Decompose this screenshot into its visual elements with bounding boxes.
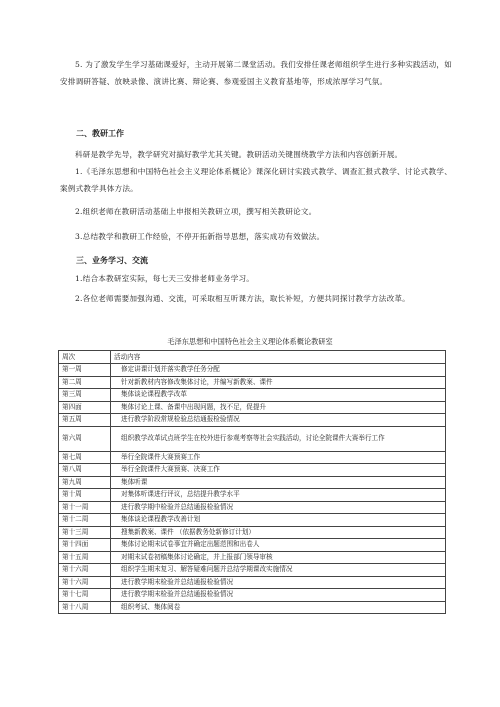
week-cell: 第一周	[59, 364, 111, 377]
content-cell: 举行全院课件大赛预赛工作	[111, 451, 446, 464]
content-cell: 进行教学期末检验并总结通报检验情况	[111, 576, 446, 589]
header-week: 周次	[59, 351, 111, 364]
table-row	[59, 539, 446, 552]
table-title: 毛泽东思想和中国特色社会主义理论体系概论教研室	[167, 337, 333, 346]
paragraph-research-intro: 科研是教学先导，教学研究对搞好教学尤其关键。教研活动关键围绕教学方法和内容创新开展。	[75, 150, 403, 159]
week-cell: 第十六周	[59, 564, 111, 577]
content-cell: 进行教学期中检验并总结通报检验情况	[111, 501, 446, 514]
table-row	[59, 476, 446, 489]
content-cell: 针对新教材内容修改集体讨论，并编写新教案、课件	[111, 376, 446, 389]
section-heading-study-exchange: 三、业务学习、交流	[76, 255, 148, 265]
week-cell: 第二周	[59, 376, 111, 389]
week-cell: 第六周	[59, 426, 111, 451]
section-heading-teaching-research: 二、教研工作	[76, 128, 124, 138]
week-cell: 第十七周	[59, 589, 111, 602]
week-cell: 第三周	[59, 389, 111, 402]
table-row	[59, 489, 446, 502]
schedule-table	[58, 350, 446, 614]
week-cell: 第十四面	[59, 539, 111, 552]
content-cell: 组织学生期末复习、解答疑难问题并总结学期课改实施情况	[111, 564, 446, 577]
week-cell: 第十一周	[59, 501, 111, 514]
table-row	[59, 526, 446, 539]
content-cell: 集体讨论期末试卷事宜并确定出题范围和出卷人	[111, 539, 446, 552]
table-row	[59, 376, 446, 389]
content-cell: 组织考试、集体阅卷	[111, 601, 446, 614]
week-cell: 第五周	[59, 414, 111, 427]
paragraph-study-item-2: 2.各位老师需要加强沟通、交流，可采取相互听课方法，取长补短，方便共同探讨教学方法改革。	[75, 294, 410, 303]
paragraph-study-item-1: 1.结合本教研室实际，每七天三安排老师业务学习。	[75, 274, 255, 283]
table-row	[59, 389, 446, 402]
content-cell: 对集体听课进行评议，总结提升教学水平	[111, 489, 446, 502]
table-row	[59, 451, 446, 464]
paragraph-research-item-3: 3.总结教学和教研工作经验，不停开拓新指导思想，落实成功有效做法。	[75, 232, 325, 241]
week-cell: 第八周	[59, 464, 111, 477]
paragraph-research-item-2: 2.组织老师在教研活动基础上申报相关教研立项，撰写相关教研论文。	[75, 207, 317, 216]
table-header-row	[59, 351, 446, 364]
table-row	[59, 401, 446, 414]
content-cell: 集体谈论课程教学改善计划	[111, 514, 446, 527]
week-cell: 第十二周	[59, 514, 111, 527]
paragraph-second-classroom: 5. 为了激发学生学习基础课爱好，主动开展第二课堂活动。我们安排任课老师组织学生进行多种实践活动，如安排调研答疑、放映录像、演讲比赛、辩论赛、参观爱国主义教育基地等，形成浓厚学习气氛。	[60, 60, 452, 86]
week-cell: 第十三周	[59, 526, 111, 539]
content-cell: 进行教学期末检验并总结通报检验情况	[111, 589, 446, 602]
week-cell: 第十五周	[59, 551, 111, 564]
table-row	[59, 576, 446, 589]
content-cell: 对期末试卷初稿集体讨论确定，并上报部门领导审核	[111, 551, 446, 564]
table-row	[59, 551, 446, 564]
week-cell: 第十周	[59, 489, 111, 502]
table-row	[59, 364, 446, 377]
table-row	[59, 501, 446, 514]
table-row	[59, 564, 446, 577]
content-cell: 集体听课	[111, 476, 446, 489]
week-cell: 第十八周	[59, 601, 111, 614]
week-cell: 第四面	[59, 401, 111, 414]
table-row	[59, 601, 446, 614]
content-cell: 进行教学阶段常规检验总结通报检验情况	[111, 414, 446, 427]
content-cell: 组织教学改革试点班学生在校外进行参观考察等社会实践活动，讨论全院课件大赛举行工作	[111, 426, 446, 451]
content-cell: 搜集新教案、课件 （依据教务处新修订计划）	[111, 526, 446, 539]
table-row	[59, 464, 446, 477]
table-row	[59, 589, 446, 602]
week-cell: 第十六周	[59, 576, 111, 589]
table-row	[59, 414, 446, 427]
week-cell: 第九周	[59, 476, 111, 489]
content-cell: 修定讲课计划并落实教学任务分配	[111, 364, 446, 377]
week-cell: 第七周	[59, 451, 111, 464]
header-content: 活动内容	[111, 351, 446, 364]
table-row	[59, 514, 446, 527]
paragraph-research-item-1: 1.《毛泽东思想和中国特色社会主义理论体系概论》课深化研讨实践式教学、调查汇报式教学、讨论式教学、案例式教学具体方法。	[60, 167, 452, 193]
content-cell: 集体讨论上课、备课中出现问题，找不足，促提升	[111, 401, 446, 414]
table-row	[59, 426, 446, 451]
content-cell: 举行全院课件大赛预赛、决赛工作	[111, 464, 446, 477]
content-cell: 集体谈论课程教学改革	[111, 389, 446, 402]
